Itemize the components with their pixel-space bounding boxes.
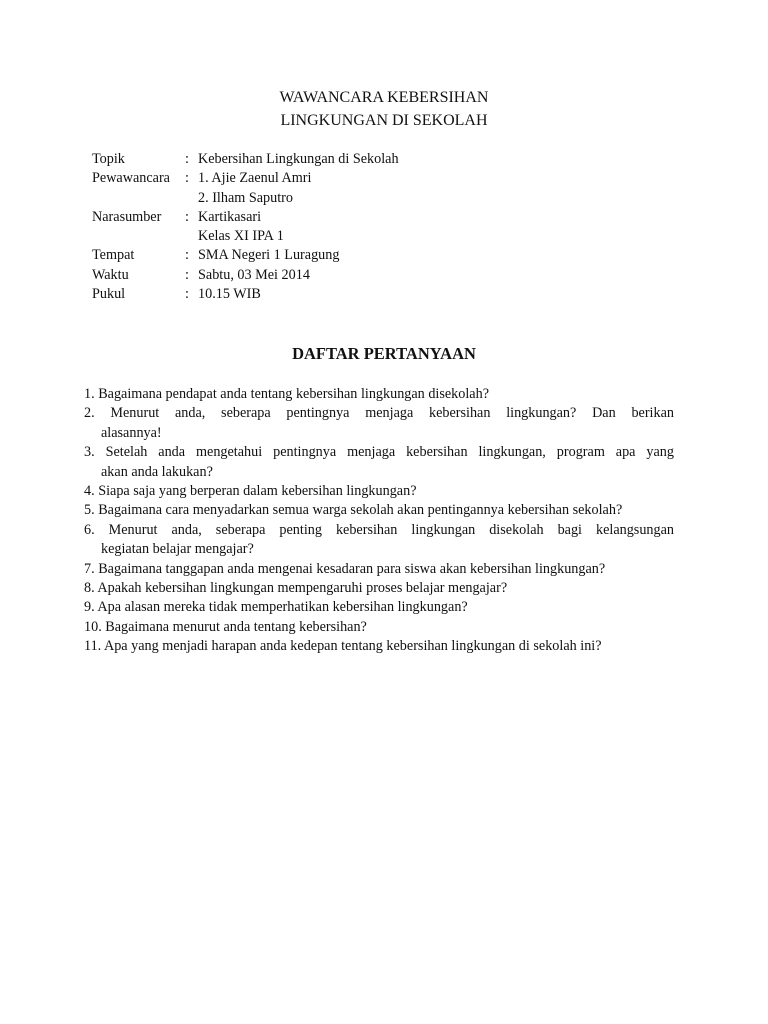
question-continuation: alasannya! [101,424,162,441]
question-item: 11. Apa yang menjadi harapan anda kedepan tentang kebersihan lingkungan di sekolah ini? [84,638,602,655]
question-item: 2. Menurut anda, seberapa pentingnya menjaga kebersihan lingkungan? Dan berikan [84,405,674,422]
info-value: Sabtu, 03 Mei 2014 [198,266,310,283]
question-item: 10. Bagaimana menurut anda tentang kebersihan? [84,618,367,635]
info-label: Pewawancara [92,170,170,187]
info-value: Kartikasari [198,208,262,225]
info-colon: : [185,286,189,303]
info-colon: : [185,208,189,225]
info-label: Pukul [92,286,126,303]
document-title-line-1: WAWANCARA KEBERSIHAN [279,89,489,106]
question-list [84,385,674,656]
info-value: Kebersihan Lingkungan di Sekolah [198,151,399,167]
document-title-line-2: LINGKUNGAN DI SEKOLAH [280,112,488,129]
info-label: Topik [92,151,125,167]
info-label: Narasumber [92,208,162,225]
question-item: 9. Apa alasan mereka tidak memperhatikan kebersihan lingkungan? [84,599,468,616]
info-value: Kelas XI IPA 1 [198,228,284,245]
info-value: 10.15 WIB [198,286,261,303]
question-continuation: akan anda lakukan? [101,463,213,480]
info-colon: : [185,247,189,264]
question-item: 8. Apakah kebersihan lingkungan mempengaruhi proses belajar mengajar? [84,579,508,596]
info-colon: : [185,266,189,283]
info-label: Tempat [92,247,135,264]
question-item: 5. Bagaimana cara menyadarkan semua warga sekolah akan pentingannya kebersihan sekolah? [84,502,623,519]
info-value: 1. Ajie Zaenul Amri [198,170,312,187]
section-title: DAFTAR PERTANYAAN [292,344,476,363]
question-item: 6. Menurut anda, seberapa penting kebersihan lingkungan disekolah bagi kelangsungan [84,521,674,538]
info-colon: : [185,151,189,167]
info-label: Waktu [92,266,129,283]
question-item: 3. Setelah anda mengetahui pentingnya menjaga kebersihan lingkungan, program apa yang [84,444,674,461]
info-value: 2. Ilham Saputro [198,189,293,206]
question-item: 7. Bagaimana tanggapan anda mengenai kesadaran para siswa akan kebersihan lingkungan? [84,560,606,577]
question-item: 4. Siapa saja yang berperan dalam kebersihan lingkungan? [84,482,417,499]
info-value: SMA Negeri 1 Luragung [198,247,340,264]
question-item: 1. Bagaimana pendapat anda tentang kebersihan lingkungan disekolah? [84,386,489,402]
question-continuation: kegiatan belajar mengajar? [101,541,254,558]
info-colon: : [185,170,189,187]
